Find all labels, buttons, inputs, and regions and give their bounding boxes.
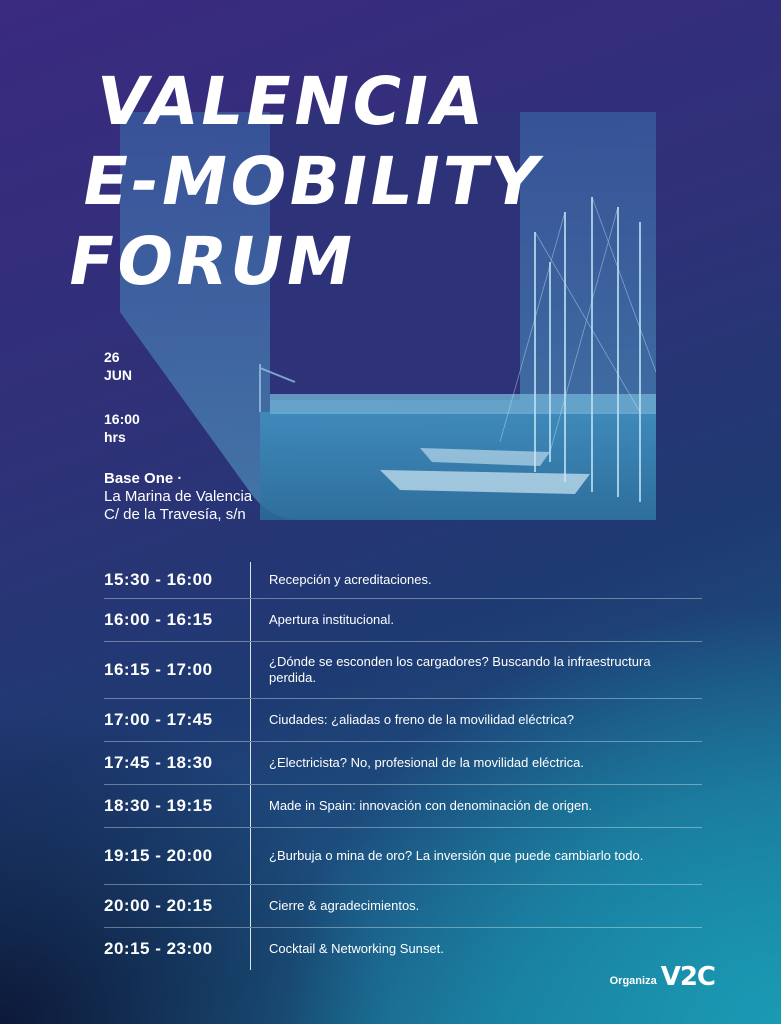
- schedule-row: [104, 785, 702, 828]
- schedule-desc: Ciudades: ¿aliadas o freno de la movilidad eléctrica?: [269, 712, 574, 727]
- v2c-logo: V2C: [660, 962, 715, 992]
- schedule-desc: Apertura institucional.: [269, 612, 395, 627]
- organizer-footer: [610, 962, 715, 992]
- schedule-row: [104, 885, 702, 928]
- schedule-time: 16:15 - 17:00: [104, 642, 251, 698]
- schedule-row: [104, 828, 702, 885]
- schedule-time: 16:00 - 16:15: [104, 599, 251, 641]
- schedule-row: [104, 699, 702, 742]
- title-line-3: FORUM: [62, 223, 362, 300]
- schedule-desc: ¿Dónde se esconden los cargadores? Buscando la infraestructura perdida.: [269, 654, 651, 685]
- date-day: 26: [104, 349, 120, 365]
- title-line-2: E-MOBILITY: [76, 143, 549, 220]
- time-hour: 16:00: [104, 411, 140, 427]
- schedule-desc: Cierre & agradecimientos.: [269, 898, 420, 913]
- event-time: [104, 410, 140, 446]
- schedule-row: [104, 562, 702, 599]
- schedule-time: 18:30 - 19:15: [104, 785, 251, 827]
- schedule-row: [104, 642, 702, 699]
- title-line-1: VALENCIA: [90, 63, 492, 140]
- schedule-time: 20:00 - 20:15: [104, 885, 251, 927]
- schedule-desc: Made in Spain: innovación con denominación de origen.: [269, 798, 593, 813]
- schedule-time: 15:30 - 16:00: [104, 562, 251, 598]
- venue-line-3: C/ de la Travesía, s/n: [104, 506, 246, 523]
- event-date: [104, 348, 132, 384]
- schedule-table: [104, 562, 702, 970]
- time-unit: hrs: [104, 429, 126, 445]
- schedule-desc: ¿Burbuja o mina de oro? La inversión que puede cambiarlo todo.: [269, 848, 644, 863]
- venue-name: Base One ·: [104, 470, 183, 487]
- schedule-row: [104, 599, 702, 642]
- schedule-desc: Recepción y acreditaciones.: [269, 572, 432, 587]
- schedule-time: 20:15 - 23:00: [104, 928, 251, 970]
- organizer-label: Organiza: [609, 975, 657, 987]
- schedule-desc: ¿Electricista? No, profesional de la movilidad eléctrica.: [269, 755, 585, 770]
- schedule-desc: Cocktail & Networking Sunset.: [269, 941, 444, 956]
- date-month: JUN: [104, 367, 133, 383]
- schedule-time: 17:00 - 17:45: [104, 699, 251, 741]
- event-venue: [104, 470, 252, 524]
- schedule-time: 17:45 - 18:30: [104, 742, 251, 784]
- event-title: [62, 62, 664, 302]
- schedule-time: 19:15 - 20:00: [104, 828, 251, 884]
- schedule-row: [104, 742, 702, 785]
- venue-line-2: La Marina de Valencia: [104, 488, 253, 505]
